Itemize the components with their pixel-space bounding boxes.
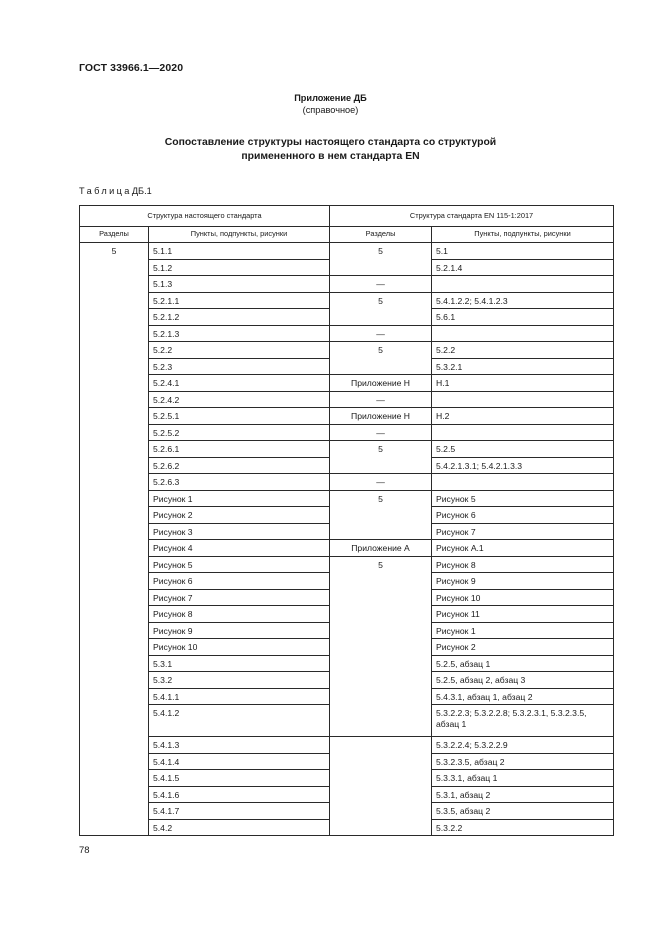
item-cell: Рисунок 2 bbox=[149, 507, 330, 524]
col-header-items: Пункты, подпункты, рисунки bbox=[149, 227, 330, 243]
table-row bbox=[80, 408, 614, 425]
en-item-cell bbox=[432, 474, 614, 491]
en-section-cell: 5 bbox=[330, 243, 432, 276]
en-item-cell bbox=[432, 424, 614, 441]
annex-kind: (справочное) bbox=[302, 105, 359, 115]
en-item-cell: 5.2.5, абзац 2, абзац 3 bbox=[432, 672, 614, 689]
item-cell: 5.2.4.1 bbox=[149, 375, 330, 392]
group-header-en-standard: Структура стандарта EN 115-1:2017 bbox=[330, 206, 614, 227]
en-section-cell: — bbox=[330, 424, 432, 441]
en-section-cell bbox=[330, 737, 432, 836]
document-code: ГОСТ 33966.1—2020 bbox=[79, 62, 184, 74]
item-cell: 5.1.2 bbox=[149, 259, 330, 276]
table-row bbox=[80, 325, 614, 342]
en-item-cell: 5.3.2.2 bbox=[432, 819, 614, 836]
en-item-cell: Рисунок 11 bbox=[432, 606, 614, 623]
table-row bbox=[80, 424, 614, 441]
item-cell: 5.2.6.1 bbox=[149, 441, 330, 458]
en-section-cell: Приложение H bbox=[330, 408, 432, 425]
en-item-cell bbox=[432, 391, 614, 408]
en-item-cell: Рисунок 1 bbox=[432, 622, 614, 639]
annex-title: Приложение ДБ bbox=[294, 93, 367, 103]
en-item-cell: Рисунок 7 bbox=[432, 523, 614, 540]
en-item-cell: 5.3.2.3.5, абзац 2 bbox=[432, 753, 614, 770]
item-cell: 5.2.1.3 bbox=[149, 325, 330, 342]
table-row bbox=[80, 556, 614, 573]
en-item-cell: 5.3.3.1, абзац 1 bbox=[432, 770, 614, 787]
en-item-cell: 5.3.5, абзац 2 bbox=[432, 803, 614, 820]
en-item-cell: 5.6.1 bbox=[432, 309, 614, 326]
en-item-cell: Рисунок 10 bbox=[432, 589, 614, 606]
en-item-cell: H.2 bbox=[432, 408, 614, 425]
heading-line-2: примененного в нем стандарта EN bbox=[241, 150, 420, 162]
en-section-cell: — bbox=[330, 391, 432, 408]
en-item-cell: 5.3.1, абзац 2 bbox=[432, 786, 614, 803]
table-row bbox=[80, 342, 614, 359]
table-label-id: ДБ.1 bbox=[131, 186, 152, 196]
col-header-en-sections: Разделы bbox=[330, 227, 432, 243]
en-item-cell: 5.1 bbox=[432, 243, 614, 260]
annex-header bbox=[0, 92, 661, 116]
en-section-cell: 5 bbox=[330, 292, 432, 325]
item-cell: 5.4.1.1 bbox=[149, 688, 330, 705]
table-row bbox=[80, 441, 614, 458]
item-cell: 5.4.1.3 bbox=[149, 737, 330, 754]
en-item-cell: Рисунок 8 bbox=[432, 556, 614, 573]
en-section-cell: 5 bbox=[330, 556, 432, 737]
annex-heading bbox=[0, 136, 661, 163]
table-row bbox=[80, 540, 614, 557]
table-row bbox=[80, 243, 614, 260]
item-cell: 5.3.1 bbox=[149, 655, 330, 672]
col-header-sections: Разделы bbox=[80, 227, 149, 243]
table-column-header-row bbox=[80, 227, 614, 243]
item-cell: 5.2.1.2 bbox=[149, 309, 330, 326]
item-cell: Рисунок 9 bbox=[149, 622, 330, 639]
heading-line-1: Сопоставление структуры настоящего стандарта со структурой bbox=[164, 137, 497, 148]
comparison-table bbox=[79, 205, 614, 836]
en-item-cell: 5.2.5 bbox=[432, 441, 614, 458]
table-row bbox=[80, 490, 614, 507]
en-item-cell: 5.3.2.2.3; 5.3.2.2.8; 5.3.2.3.1, 5.3.2.3.5, абзац 1 bbox=[432, 705, 614, 737]
item-cell: 5.4.1.2 bbox=[149, 705, 330, 737]
en-item-cell: 5.3.2.1 bbox=[432, 358, 614, 375]
table-row bbox=[80, 474, 614, 491]
en-item-cell: 5.2.1.4 bbox=[432, 259, 614, 276]
section-cell: 5 bbox=[80, 243, 149, 836]
table-label bbox=[79, 186, 152, 196]
item-cell: Рисунок 8 bbox=[149, 606, 330, 623]
item-cell: 5.4.1.7 bbox=[149, 803, 330, 820]
table-group-header-row bbox=[80, 206, 614, 227]
table-label-word: Таблица bbox=[79, 186, 132, 196]
en-section-cell: — bbox=[330, 325, 432, 342]
item-cell: 5.1.1 bbox=[149, 243, 330, 260]
en-item-cell: 5.4.1.2.2; 5.4.1.2.3 bbox=[432, 292, 614, 309]
en-item-cell: 5.2.2 bbox=[432, 342, 614, 359]
item-cell: 5.4.1.4 bbox=[149, 753, 330, 770]
en-section-cell: 5 bbox=[330, 342, 432, 375]
item-cell: Рисунок 6 bbox=[149, 573, 330, 590]
col-header-en-items: Пункты, подпункты, рисунки bbox=[432, 227, 614, 243]
en-item-cell bbox=[432, 276, 614, 293]
item-cell: Рисунок 7 bbox=[149, 589, 330, 606]
en-section-cell: 5 bbox=[330, 441, 432, 474]
item-cell: 5.4.1.5 bbox=[149, 770, 330, 787]
table-row bbox=[80, 391, 614, 408]
table-row bbox=[80, 292, 614, 309]
item-cell: 5.2.4.2 bbox=[149, 391, 330, 408]
table-row bbox=[80, 375, 614, 392]
en-section-cell: 5 bbox=[330, 490, 432, 540]
item-cell: 5.2.5.1 bbox=[149, 408, 330, 425]
en-item-cell: H.1 bbox=[432, 375, 614, 392]
item-cell: Рисунок 5 bbox=[149, 556, 330, 573]
en-item-cell: Рисунок 6 bbox=[432, 507, 614, 524]
item-cell: 5.2.1.1 bbox=[149, 292, 330, 309]
item-cell: 5.1.3 bbox=[149, 276, 330, 293]
item-cell: Рисунок 4 bbox=[149, 540, 330, 557]
en-item-cell: Рисунок 2 bbox=[432, 639, 614, 656]
item-cell: 5.2.6.3 bbox=[149, 474, 330, 491]
en-item-cell: 5.2.5, абзац 1 bbox=[432, 655, 614, 672]
en-section-cell: — bbox=[330, 474, 432, 491]
en-item-cell: 5.3.2.2.4; 5.3.2.2.9 bbox=[432, 737, 614, 754]
en-item-cell: 5.4.3.1, абзац 1, абзац 2 bbox=[432, 688, 614, 705]
item-cell: 5.2.2 bbox=[149, 342, 330, 359]
en-item-cell: Рисунок A.1 bbox=[432, 540, 614, 557]
group-header-this-standard: Структура настоящего стандарта bbox=[80, 206, 330, 227]
en-section-cell: Приложение A bbox=[330, 540, 432, 557]
page-number: 78 bbox=[79, 845, 90, 856]
item-cell: Рисунок 10 bbox=[149, 639, 330, 656]
en-item-cell: Рисунок 5 bbox=[432, 490, 614, 507]
item-cell: 5.2.3 bbox=[149, 358, 330, 375]
en-item-cell bbox=[432, 325, 614, 342]
en-section-cell: Приложение H bbox=[330, 375, 432, 392]
item-cell: 5.2.6.2 bbox=[149, 457, 330, 474]
item-cell: Рисунок 3 bbox=[149, 523, 330, 540]
table-row bbox=[80, 276, 614, 293]
table-row bbox=[80, 737, 614, 754]
item-cell: 5.2.5.2 bbox=[149, 424, 330, 441]
item-cell: 5.3.2 bbox=[149, 672, 330, 689]
en-item-cell: 5.4.2.1.3.1; 5.4.2.1.3.3 bbox=[432, 457, 614, 474]
en-section-cell: — bbox=[330, 276, 432, 293]
item-cell: 5.4.1.6 bbox=[149, 786, 330, 803]
item-cell: Рисунок 1 bbox=[149, 490, 330, 507]
item-cell: 5.4.2 bbox=[149, 819, 330, 836]
en-item-cell: Рисунок 9 bbox=[432, 573, 614, 590]
